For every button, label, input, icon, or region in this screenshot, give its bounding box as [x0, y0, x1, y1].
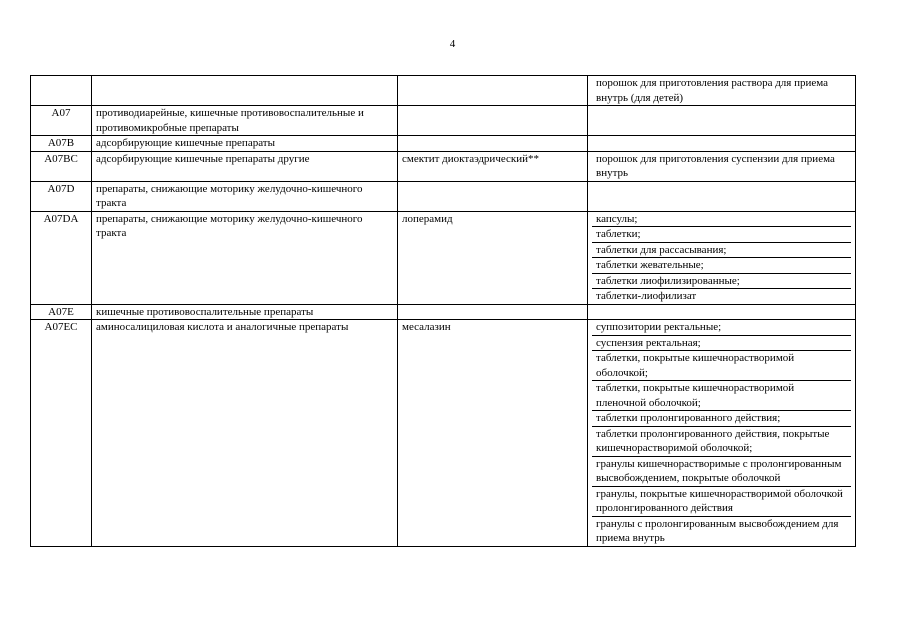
dosage-form: порошок для приготовления раствора для приема внутрь (для детей)	[596, 77, 829, 104]
dosage-forms-cell	[588, 76, 856, 106]
page-number: 4	[449, 38, 456, 50]
table-row	[31, 211, 856, 304]
dosage-form: гранулы, покрытые кишечнорастворимой оболочкой пролонгированного действия	[592, 487, 851, 517]
atc-group-name	[92, 76, 398, 106]
atc-code: A07D	[31, 181, 92, 211]
drug-name	[398, 106, 588, 136]
dosage-form: таблетки жевательные;	[592, 258, 851, 274]
dosage-form: таблетки лиофилизированные;	[592, 274, 851, 290]
atc-group-name: адсорбирующие кишечные препараты	[92, 136, 398, 152]
atc-code: A07EC	[31, 320, 92, 547]
drug-table-body	[31, 76, 856, 547]
table-row	[31, 106, 856, 136]
drug-name: месалазин	[398, 320, 588, 547]
dosage-form: таблетки;	[592, 227, 851, 243]
atc-code: A07DA	[31, 211, 92, 304]
dosage-form: суспензия ректальная;	[592, 336, 851, 352]
atc-code: A07	[31, 106, 92, 136]
table-row	[31, 320, 856, 547]
atc-group-name: аминосалициловая кислота и аналогичные препараты	[92, 320, 398, 547]
atc-group-name: препараты, снижающие моторику желудочно-кишечного тракта	[92, 181, 398, 211]
dosage-form: таблетки для рассасывания;	[592, 243, 851, 259]
dosage-form: суппозитории ректальные;	[592, 320, 851, 336]
dosage-form: порошок для приготовления суспензии для приема внутрь	[596, 152, 835, 179]
atc-group-name: кишечные противовоспалительные препараты	[92, 304, 398, 320]
dosage-forms-cell	[588, 136, 856, 152]
dosage-forms-cell	[588, 151, 856, 181]
dosage-form: таблетки-лиофилизат	[596, 290, 697, 302]
dosage-form: таблетки пролонгированного действия, покрытые кишечнорастворимой оболочкой;	[592, 427, 851, 457]
dosage-form: гранулы с пролонгированным высвобождением для приема внутрь	[596, 517, 839, 544]
drug-name	[398, 304, 588, 320]
table-row	[31, 76, 856, 106]
atc-code: A07E	[31, 304, 92, 320]
dosage-forms-cell	[588, 211, 856, 304]
table-row	[31, 181, 856, 211]
dosage-form: капсулы;	[592, 212, 851, 228]
atc-group-name: препараты, снижающие моторику желудочно-кишечного тракта	[92, 211, 398, 304]
dosage-form: таблетки пролонгированного действия;	[592, 411, 851, 427]
drug-name: лоперамид	[398, 211, 588, 304]
drug-name	[398, 136, 588, 152]
atc-group-name: противодиарейные, кишечные противовоспалительные и противомикробные препараты	[92, 106, 398, 136]
table-row	[31, 151, 856, 181]
dosage-forms-cell	[588, 320, 856, 547]
atc-group-name: адсорбирующие кишечные препараты другие	[92, 151, 398, 181]
dosage-forms-cell	[588, 181, 856, 211]
dosage-forms-cell	[588, 106, 856, 136]
table-row	[31, 136, 856, 152]
dosage-form: таблетки, покрытые кишечнорастворимой оболочкой;	[592, 351, 851, 381]
table-row	[31, 304, 856, 320]
drug-name	[398, 181, 588, 211]
dosage-form: таблетки, покрытые кишечнорастворимой пленочной оболочкой;	[592, 381, 851, 411]
atc-code	[31, 76, 92, 106]
drug-name	[398, 76, 588, 106]
atc-code: A07BC	[31, 151, 92, 181]
drug-table	[30, 75, 856, 547]
atc-code: A07B	[31, 136, 92, 152]
drug-name: смектит диоктаэдрический**	[398, 151, 588, 181]
dosage-form: гранулы кишечнорастворимые с пролонгированным высвобождением, покрытые оболочкой	[592, 457, 851, 487]
dosage-forms-cell	[588, 304, 856, 320]
